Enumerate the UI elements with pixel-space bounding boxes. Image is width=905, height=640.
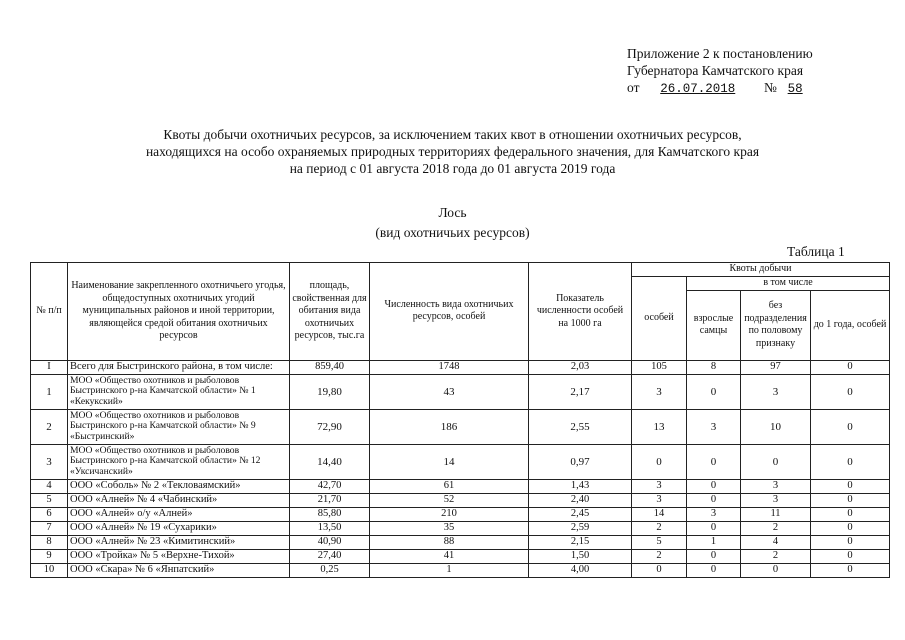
header-population: Численность вида охотничьих ресурсов, особей (370, 263, 529, 361)
cell-num: 10 (31, 563, 68, 577)
cell-young: 0 (811, 444, 890, 479)
cell-area: 0,25 (290, 563, 370, 577)
cell-density: 2,55 (529, 409, 632, 444)
document-title (0, 126, 905, 177)
table-label: Таблица 1 (787, 244, 845, 259)
cell-total: 3 (632, 374, 687, 409)
cell-population: 14 (370, 444, 529, 479)
cell-nosex: 4 (741, 535, 811, 549)
cell-males: 1 (687, 535, 741, 549)
cell-density: 2,59 (529, 521, 632, 535)
table-row (31, 479, 890, 493)
header-quota-group: Квоты добычи (632, 263, 890, 277)
appendix-line-1: Приложение 2 к постановлению (627, 46, 813, 61)
cell-num: 9 (31, 549, 68, 563)
cell-area: 13,50 (290, 521, 370, 535)
appendix-line-2: Губернатора Камчатского края (627, 63, 804, 78)
cell-num: 3 (31, 444, 68, 479)
title-line-2: находящихся на особо охраняемых природных территориях федерального значения, для Камчатского края (145, 144, 760, 159)
cell-population: 35 (370, 521, 529, 535)
cell-young: 0 (811, 374, 890, 409)
cell-total: 3 (632, 479, 687, 493)
cell-density: 2,45 (529, 507, 632, 521)
cell-young: 0 (811, 360, 890, 374)
cell-area: 859,40 (290, 360, 370, 374)
table-row (31, 493, 890, 507)
cell-total: 14 (632, 507, 687, 521)
cell-nosex: 0 (741, 563, 811, 577)
cell-young: 0 (811, 507, 890, 521)
cell-num: 5 (31, 493, 68, 507)
cell-males: 0 (687, 521, 741, 535)
cell-population: 186 (370, 409, 529, 444)
cell-name: МОО «Общество охотников и рыболовов Быстринского р-на Камчатской области» № 12 «Уксичанский» (68, 444, 290, 479)
from-label: от (627, 80, 640, 95)
header-incl-group: в том числе (687, 277, 890, 291)
cell-population: 88 (370, 535, 529, 549)
table-row (31, 409, 890, 444)
cell-males: 8 (687, 360, 741, 374)
species-note: (вид охотничьих ресурсов) (375, 225, 530, 240)
cell-males: 0 (687, 563, 741, 577)
cell-area: 21,70 (290, 493, 370, 507)
cell-young: 0 (811, 479, 890, 493)
cell-nosex: 10 (741, 409, 811, 444)
cell-males: 0 (687, 549, 741, 563)
cell-total: 5 (632, 535, 687, 549)
table-row (31, 521, 890, 535)
cell-nosex: 2 (741, 549, 811, 563)
cell-population: 43 (370, 374, 529, 409)
cell-name: ООО «Алней» № 4 «Чабинский» (68, 493, 290, 507)
cell-num: 4 (31, 479, 68, 493)
cell-total: 2 (632, 549, 687, 563)
header-density: Показатель численности особей на 1000 га (529, 263, 632, 361)
cell-males: 0 (687, 444, 741, 479)
cell-area: 42,70 (290, 479, 370, 493)
cell-num: 1 (31, 374, 68, 409)
appendix-block (627, 45, 813, 98)
cell-name: Всего для Быстринского района, в том числе: (68, 360, 290, 374)
cell-density: 4,00 (529, 563, 632, 577)
cell-young: 0 (811, 563, 890, 577)
cell-males: 3 (687, 507, 741, 521)
cell-area: 19,80 (290, 374, 370, 409)
cell-density: 0,97 (529, 444, 632, 479)
table-row (31, 563, 890, 577)
header-no-sex: без подразделения по половому признаку (741, 290, 811, 360)
cell-name: ООО «Соболь» № 2 «Текловаямский» (68, 479, 290, 493)
cell-name: ООО «Алней» № 19 «Сухарики» (68, 521, 290, 535)
cell-name: ООО «Скара» № 6 «Янпатский» (68, 563, 290, 577)
cell-name: МОО «Общество охотников и рыболовов Быстринского р-на Камчатской области» № 1 «Кекукский» (68, 374, 290, 409)
cell-population: 1 (370, 563, 529, 577)
cell-total: 105 (632, 360, 687, 374)
table-row (31, 549, 890, 563)
cell-num: 6 (31, 507, 68, 521)
header-num: № п/п (31, 263, 68, 361)
quota-table (30, 262, 890, 578)
species-block (0, 203, 905, 242)
cell-total: 2 (632, 521, 687, 535)
cell-males: 0 (687, 493, 741, 507)
cell-nosex: 0 (741, 444, 811, 479)
cell-area: 85,80 (290, 507, 370, 521)
cell-population: 41 (370, 549, 529, 563)
cell-young: 0 (811, 409, 890, 444)
cell-total: 0 (632, 444, 687, 479)
cell-nosex: 3 (741, 374, 811, 409)
cell-males: 3 (687, 409, 741, 444)
cell-area: 40,90 (290, 535, 370, 549)
title-line-1: Квоты добычи охотничьих ресурсов, за исключением таких квот в отношении охотничьих ресурсов, (163, 127, 742, 142)
cell-population: 52 (370, 493, 529, 507)
cell-males: 0 (687, 479, 741, 493)
cell-young: 0 (811, 521, 890, 535)
cell-population: 61 (370, 479, 529, 493)
cell-area: 72,90 (290, 409, 370, 444)
number-label: № (764, 80, 777, 95)
cell-density: 1,50 (529, 549, 632, 563)
table-row (31, 444, 890, 479)
cell-num: 7 (31, 521, 68, 535)
cell-nosex: 3 (741, 493, 811, 507)
cell-num: 2 (31, 409, 68, 444)
header-area: площадь, свойственная для обитания вида охотничьих ресурсов, тыс.га (290, 263, 370, 361)
appendix-date-line (627, 79, 813, 98)
header-adult-males: взрослые самцы (687, 290, 741, 360)
decree-date: 26.07.2018 (660, 82, 736, 96)
cell-density: 2,15 (529, 535, 632, 549)
cell-name: ООО «Тройка» № 5 «Верхне-Тихой» (68, 549, 290, 563)
cell-nosex: 11 (741, 507, 811, 521)
header-name: Наименование закрепленного охотничьего угодья, общедоступных охотничьих угодий муниципальных районов и иной территории, являющейся средой обитания охотничьих ресурсов (68, 263, 290, 361)
cell-young: 0 (811, 493, 890, 507)
header-quota-total: особей (632, 277, 687, 361)
cell-num: 8 (31, 535, 68, 549)
cell-area: 14,40 (290, 444, 370, 479)
table-row (31, 507, 890, 521)
decree-number: 58 (787, 82, 803, 96)
cell-density: 1,43 (529, 479, 632, 493)
cell-young: 0 (811, 549, 890, 563)
cell-nosex: 97 (741, 360, 811, 374)
cell-total: 0 (632, 563, 687, 577)
cell-density: 2,03 (529, 360, 632, 374)
cell-nosex: 2 (741, 521, 811, 535)
cell-young: 0 (811, 535, 890, 549)
cell-population: 1748 (370, 360, 529, 374)
title-line-3: на период с 01 августа 2018 года до 01 августа 2019 года (289, 161, 616, 176)
table-row (31, 535, 890, 549)
table-row (31, 374, 890, 409)
cell-total: 3 (632, 493, 687, 507)
cell-name: ООО «Алней» № 23 «Кимитинский» (68, 535, 290, 549)
cell-total: 13 (632, 409, 687, 444)
cell-population: 210 (370, 507, 529, 521)
cell-nosex: 3 (741, 479, 811, 493)
table-row (31, 360, 890, 374)
cell-area: 27,40 (290, 549, 370, 563)
header-under-one: до 1 года, особей (811, 290, 890, 360)
cell-num: I (31, 360, 68, 374)
species-name: Лось (438, 205, 467, 220)
cell-density: 2,17 (529, 374, 632, 409)
cell-density: 2,40 (529, 493, 632, 507)
cell-name: ООО «Алней» о/у «Алней» (68, 507, 290, 521)
cell-males: 0 (687, 374, 741, 409)
cell-name: МОО «Общество охотников и рыболовов Быстринского р-на Камчатской области» № 9 «Быстринский» (68, 409, 290, 444)
